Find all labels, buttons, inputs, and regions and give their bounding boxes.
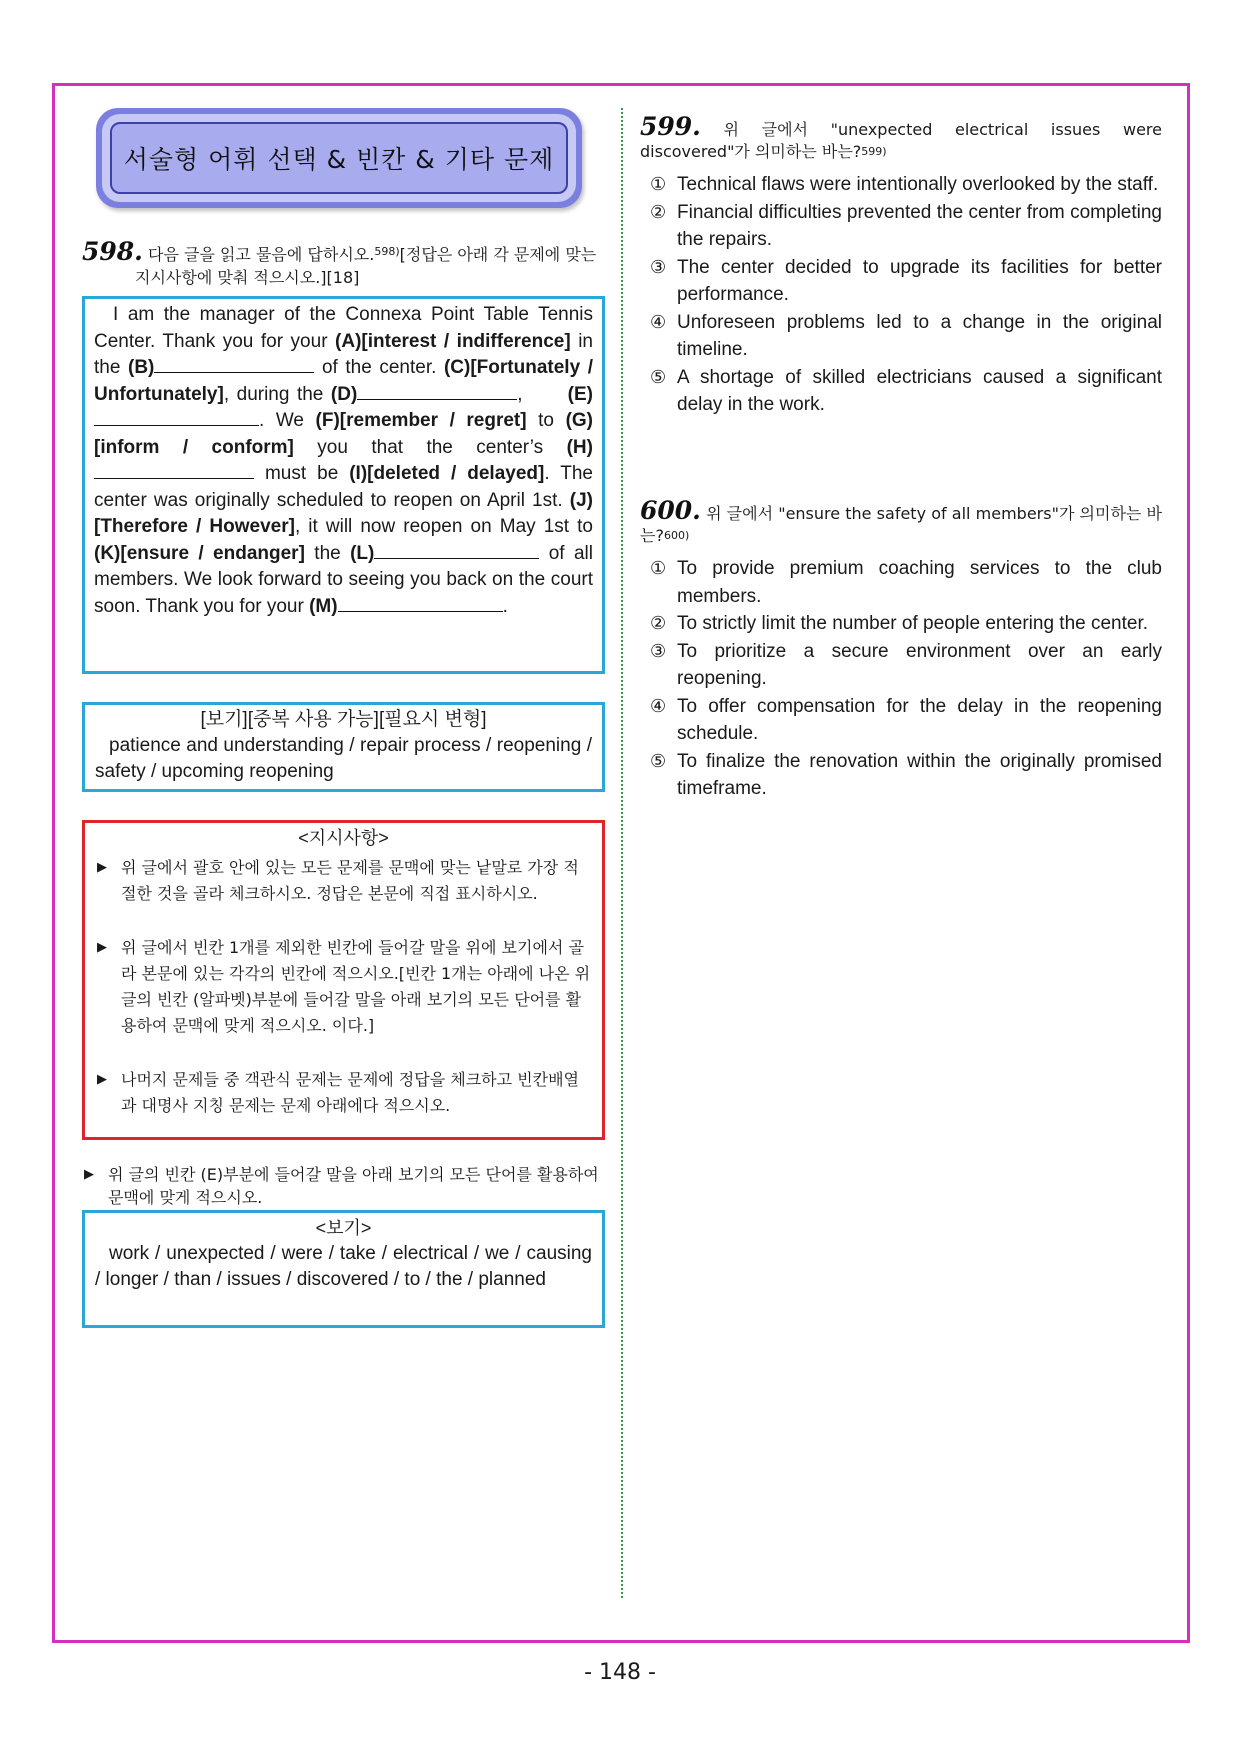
question-prompt: 위 글에서 "ensure the safety of all members"가 의미하는 바는? <box>640 504 1162 545</box>
passage-text: . The center was originally scheduled to reopen on April 1st. <box>94 463 593 511</box>
option-4[interactable] <box>640 693 1162 748</box>
option-text: To finalize the renovation within the originally promised timeframe. <box>677 750 1162 799</box>
question-number: 598. <box>82 237 143 266</box>
passage-text: of all members. We look forward to seeing you back on the court soon. Thank you for your <box>94 542 593 617</box>
passage-text: , <box>517 383 531 405</box>
question-600 <box>640 496 1162 803</box>
option-text: To prioritize a secure environment over an early reopening. <box>677 640 1162 689</box>
option-5[interactable] <box>640 364 1162 419</box>
option-marker: ② <box>650 201 667 222</box>
option-2[interactable] <box>640 199 1162 254</box>
option-5[interactable] <box>640 748 1162 803</box>
passage-text: , during the <box>223 383 331 405</box>
option-text: To strictly limit the number of people entering the center. <box>677 613 1149 634</box>
passage-text: I am the manager of the Connexa Point Table Tennis Center. Thank you for your <box>94 304 593 352</box>
option-marker: ① <box>650 174 667 194</box>
blank-l-label: (L) <box>350 542 375 564</box>
footnote-ref: 600) <box>663 529 690 542</box>
passage-text: , it will now reopen on May 1st to <box>294 516 593 537</box>
passage-text: must be <box>254 463 350 484</box>
option-text: Financial difficulties prevented the center from completing the repairs. <box>677 201 1162 250</box>
section-header-badge <box>96 108 582 208</box>
option-marker: ⑤ <box>650 750 667 771</box>
blank-e-label: (E) <box>567 383 593 405</box>
blank-l[interactable] <box>374 541 539 559</box>
choice-f[interactable]: (F)[remember / regret] <box>315 410 527 431</box>
option-1[interactable] <box>640 171 1162 199</box>
column-divider <box>621 108 623 1598</box>
blank-d[interactable] <box>357 382 517 400</box>
blank-m[interactable] <box>338 594 503 612</box>
option-2[interactable] <box>640 610 1162 638</box>
question-599-heading <box>640 112 1162 163</box>
passage-box <box>82 296 605 674</box>
page-number: - 148 - <box>584 1660 656 1685</box>
word-bank-box <box>82 702 605 792</box>
question-prompt-line2: 지시사항에 맞춰 적으시오.][18] <box>135 268 360 287</box>
blank-b-label: (B) <box>128 357 155 378</box>
sub-question-prompt: ▶ 위 글의 빈칸 (E)부분에 들어갈 말을 아래 보기의 모든 단어를 활용하여 문맥에 맞게 적으시오. <box>82 1163 607 1209</box>
option-text: A shortage of skilled electricians caused a significant delay in the work. <box>677 366 1162 415</box>
blank-e[interactable] <box>94 408 259 426</box>
blank-h[interactable] <box>94 461 254 479</box>
option-marker: ⑤ <box>650 366 667 387</box>
word-box <box>82 1210 605 1328</box>
question-598-heading <box>82 237 607 289</box>
instruction-item: ▶ 나머지 문제들 중 객관식 문제는 문제에 정답을 체크하고 빈칸배열과 대명사 지칭 문제는 문제 아래에다 적으시오. <box>95 1067 592 1119</box>
option-marker: ④ <box>650 695 667 716</box>
option-text: To offer compensation for the delay in the reopening schedule. <box>677 695 1162 744</box>
passage-text: in the <box>94 330 593 378</box>
question-prompt: 다음 글을 읽고 물음에 답하시오. <box>147 245 375 264</box>
passage-text: to <box>526 410 566 431</box>
option-marker: ③ <box>650 640 667 661</box>
option-4[interactable] <box>640 309 1162 364</box>
choice-j[interactable]: (J)[Therefore / However] <box>94 489 593 537</box>
word-box-body: work / unexpected / were / take / electrical / we / causing / longer / than / issues / discovered / to / the / planned <box>95 1243 592 1290</box>
instructions-box <box>82 820 605 1140</box>
footnote-ref: 598) <box>374 245 400 258</box>
word-bank-title: [보기][중복 사용 가능][필요시 변형] <box>200 709 487 730</box>
question-600-heading <box>640 496 1162 547</box>
option-text: Technical flaws were intentionally overlooked by the staff. <box>677 174 1159 195</box>
blank-d-label: (D) <box>330 383 358 405</box>
option-3[interactable] <box>640 254 1162 309</box>
choice-c[interactable]: (C)[Fortunately / Unfortunately] <box>94 357 593 405</box>
instruction-item: ▶ 위 글에서 괄호 안에 있는 모든 문제를 문맥에 맞는 낱말로 가장 적절한 것을 골라 체크하시오. 정답은 본문에 직접 표시하시오. <box>95 855 592 907</box>
section-title: 서술형 어휘 선택 & 빈칸 & 기타 문제 <box>110 122 568 194</box>
choice-g[interactable]: (G)[inform / conform] <box>94 410 593 458</box>
passage-text: . We <box>259 410 316 431</box>
blank-h-label: (H) <box>566 436 593 458</box>
passage-text: the <box>304 542 351 564</box>
option-marker: ① <box>650 558 667 578</box>
option-text: Unforeseen problems led to a change in the original timeline. <box>677 311 1162 360</box>
question-599 <box>640 112 1162 419</box>
passage-text: you that the center’s <box>293 436 567 458</box>
option-marker: ④ <box>650 311 667 332</box>
passage-text: of the center. <box>314 357 444 378</box>
question-prompt-cont: [정답은 아래 각 문제에 맞는 <box>399 245 597 264</box>
option-3[interactable] <box>640 638 1162 693</box>
blank-m-label: (M) <box>309 595 338 617</box>
option-text: To provide premium coaching services to the club members. <box>677 558 1162 607</box>
instruction-item: ▶ 위 글에서 빈칸 1개를 제외한 빈칸에 들어갈 말을 위에 보기에서 골라 본문에 있는 각각의 빈칸에 적으시오.[빈칸 1개는 아래에 나온 위 글의 빈칸 (알파벳)부분에 들어갈 말을 아래 보기의 모든 단어를 활용하여 문맥에 맞게 적으시오. 이다.] <box>95 935 592 1039</box>
option-1[interactable] <box>640 555 1162 610</box>
question-number: 600. <box>640 496 701 525</box>
blank-b[interactable] <box>154 355 314 373</box>
word-bank-body: patience and understanding / repair process / reopening / safety / upcoming reopening <box>95 735 592 782</box>
option-marker: ② <box>650 613 667 633</box>
passage-text: . <box>502 595 508 617</box>
choice-i[interactable]: (I)[deleted / delayed] <box>349 463 545 484</box>
question-number: 599. <box>640 112 701 141</box>
instructions-title: <지시사항> <box>298 828 389 848</box>
choice-k[interactable]: (K)[ensure / endanger] <box>94 542 305 564</box>
option-marker: ③ <box>650 256 667 277</box>
choice-a[interactable]: (A)[interest / indifference] <box>335 330 571 352</box>
footnote-ref: 599) <box>861 145 887 158</box>
word-box-title: <보기> <box>315 1218 372 1238</box>
question-prompt: 위 글에서 "unexpected electrical issues were discovered"가 의미하는 바는? <box>640 120 1162 161</box>
option-text: The center decided to upgrade its facilities for better performance. <box>677 256 1162 305</box>
